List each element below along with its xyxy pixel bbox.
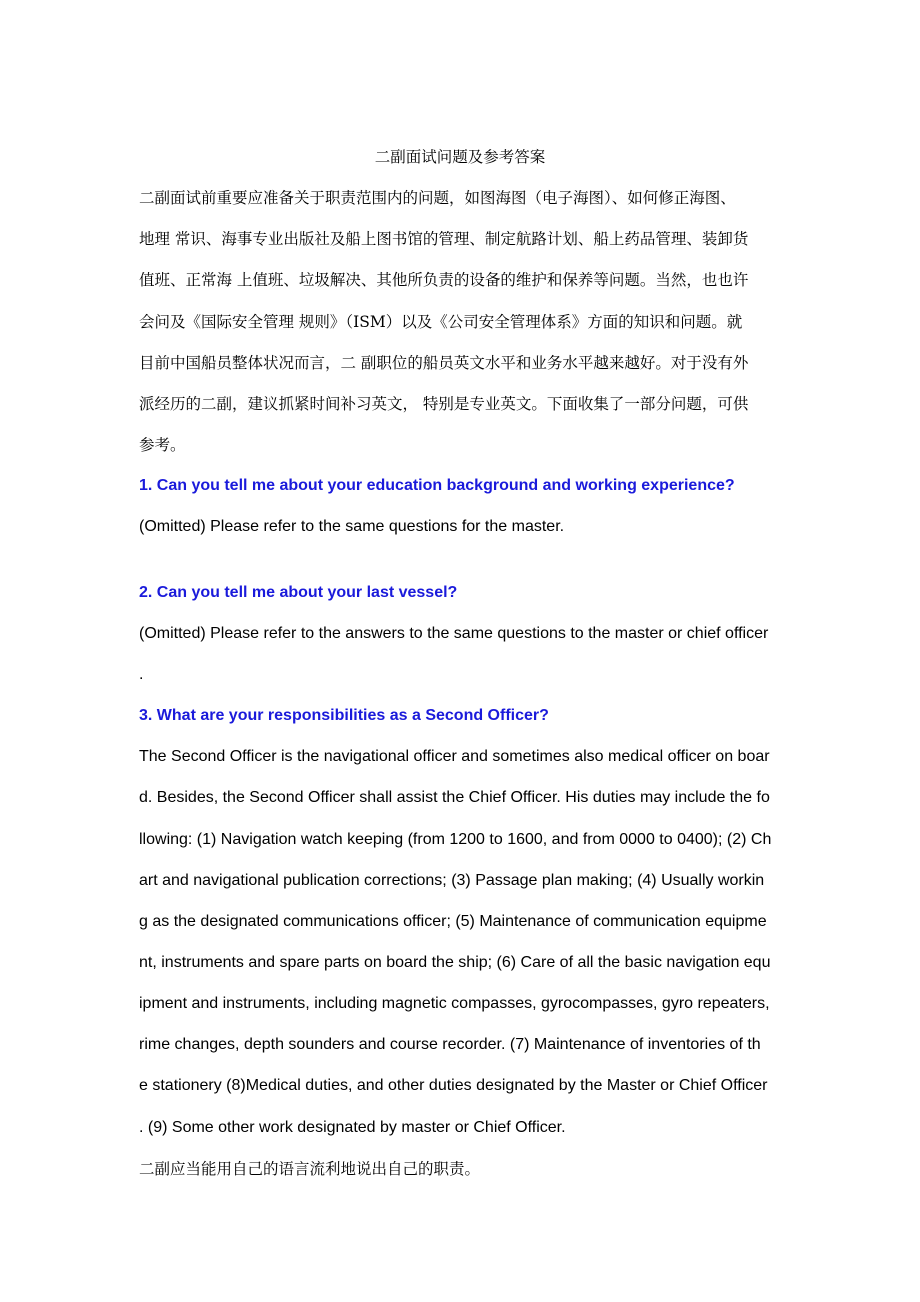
- closing-note: 二副应当能用自己的语言流利地说出自己的职责。: [139, 1160, 481, 1178]
- intro-line: 参考。: [139, 436, 186, 454]
- answer-3-line: nt, instruments and spare parts on board the ship; (6) Care of all the basic navigation equ: [139, 954, 771, 971]
- intro-line: 值班、正常海 上值班、垃圾解决、其他所负责的设备的维护和保养等问题。当然，也也许: [139, 271, 749, 289]
- intro-line: 目前中国船员整体状况而言，二 副职位的船员英文水平和业务水平越来越好。对于没有外: [139, 354, 749, 372]
- document-title: 二副面试问题及参考答案: [374, 148, 546, 166]
- answer-2-line: .: [139, 666, 144, 683]
- answer-1: (Omitted) Please refer to the same questions for the master.: [139, 518, 565, 535]
- intro-line: 地理 常识、海事专业出版社及船上图书馆的管理、制定航路计划、船上药品管理、装卸货: [139, 230, 749, 248]
- intro-line: 二副面试前重要应准备关于职责范围内的问题，如图海图（电子海图）、如何修正海图、: [139, 189, 736, 207]
- answer-3-line: d. Besides, the Second Officer shall assist the Chief Officer. His duties may include the fo: [139, 789, 770, 806]
- question-1: 1. Can you tell me about your education background and working experience?: [139, 477, 735, 494]
- answer-3-line: rime changes, depth sounders and course recorder. (7) Maintenance of inventories of th: [139, 1036, 761, 1053]
- answer-3-line: The Second Officer is the navigational officer and sometimes also medical officer on boar: [139, 748, 770, 765]
- intro-line: 派经历的二副，建议抓紧时间补习英文， 特别是专业英文。下面收集了一部分问题，可供: [139, 395, 749, 413]
- answer-3-line: g as the designated communications officer; (5) Maintenance of communication equipme: [139, 913, 767, 930]
- question-3: 3. What are your responsibilities as a Second Officer?: [139, 707, 549, 724]
- answer-3-line: llowing: (1) Navigation watch keeping (from 1200 to 1600, and from 0000 to 0400); (2) Ch: [139, 831, 772, 848]
- intro-line: 会问及《国际安全管理 规则》（ISM）以及《公司安全管理体系》方面的知识和问题。就: [139, 313, 743, 331]
- answer-2-line: (Omitted) Please refer to the answers to the same questions to the master or chief officer: [139, 625, 769, 642]
- question-2: 2. Can you tell me about your last vessel?: [139, 584, 458, 601]
- answer-3-line: . (9) Some other work designated by master or Chief Officer.: [139, 1119, 566, 1136]
- answer-3-line: art and navigational publication corrections; (3) Passage plan making; (4) Usually workin: [139, 872, 765, 889]
- answer-3-line: e stationery (8)Medical duties, and other duties designated by the Master or Chief Officer: [139, 1077, 768, 1094]
- answer-3-line: ipment and instruments, including magnetic compasses, gyrocompasses, gyro repeaters,: [139, 995, 770, 1012]
